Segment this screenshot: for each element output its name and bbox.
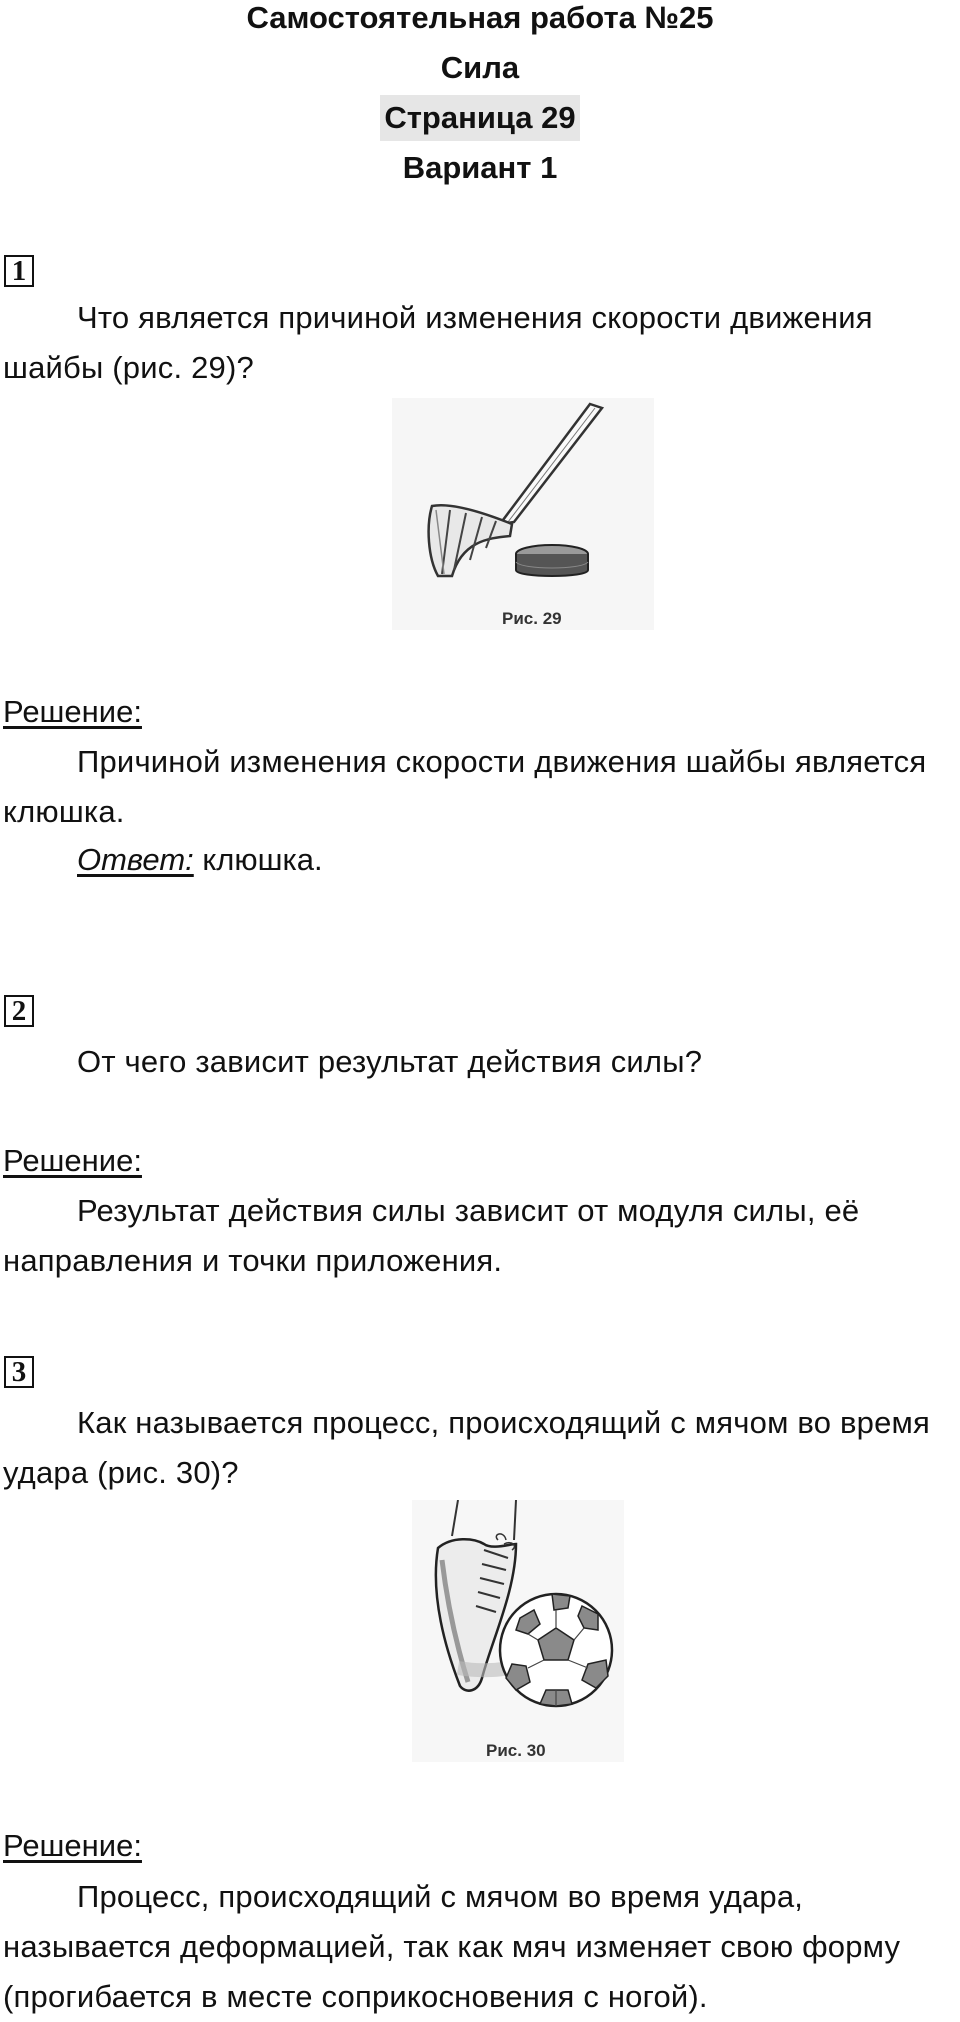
figure-30 xyxy=(412,1500,624,1762)
boot-kicking-ball-illustration xyxy=(412,1500,624,1762)
task-3-solution: Процесс, происходящий с мячом во время удара, называется деформацией, так как мяч изменяет свою форму (прогибается в месте соприкосновения с ногой). xyxy=(3,1879,901,2014)
task-2-solution: Результат действия силы зависит от модуля силы, её направления и точки приложения. xyxy=(3,1193,860,1278)
task-3-solution-label: Решение: xyxy=(3,1828,142,1863)
task-number-2: 2 xyxy=(4,995,34,1027)
hockey-stick-and-puck-illustration xyxy=(392,398,654,630)
task-1-question: Что является причиной изменения скорости движения шайбы (рис. 29)? xyxy=(3,300,873,385)
answer-value: клюшка. xyxy=(193,842,323,877)
task-number-1: 1 xyxy=(4,255,34,287)
task-1-solution-label: Решение: xyxy=(3,694,142,729)
worksheet-title: Самостоятельная работа №25 xyxy=(246,0,714,35)
task-2-question: От чего зависит результат действия силы? xyxy=(77,1044,703,1079)
variant-label: Вариант 1 xyxy=(402,150,558,185)
figure-30-caption: Рис. 30 xyxy=(486,1741,546,1760)
topic-title: Сила xyxy=(440,50,520,85)
header xyxy=(0,0,960,193)
answer-label: Ответ: xyxy=(77,842,194,877)
task-2-solution-label: Решение: xyxy=(3,1143,142,1178)
page-number: Страница 29 xyxy=(380,95,579,141)
task-3-question: Как называется процесс, происходящий с мячом во время удара (рис. 30)? xyxy=(3,1405,931,1490)
task-1-solution: Причиной изменения скорости движения шайбы является клюшка. xyxy=(3,744,927,829)
task-number-3: 3 xyxy=(4,1356,34,1388)
figure-29 xyxy=(392,398,654,630)
task-1-answer xyxy=(77,840,323,880)
figure-29-caption: Рис. 29 xyxy=(502,609,562,628)
